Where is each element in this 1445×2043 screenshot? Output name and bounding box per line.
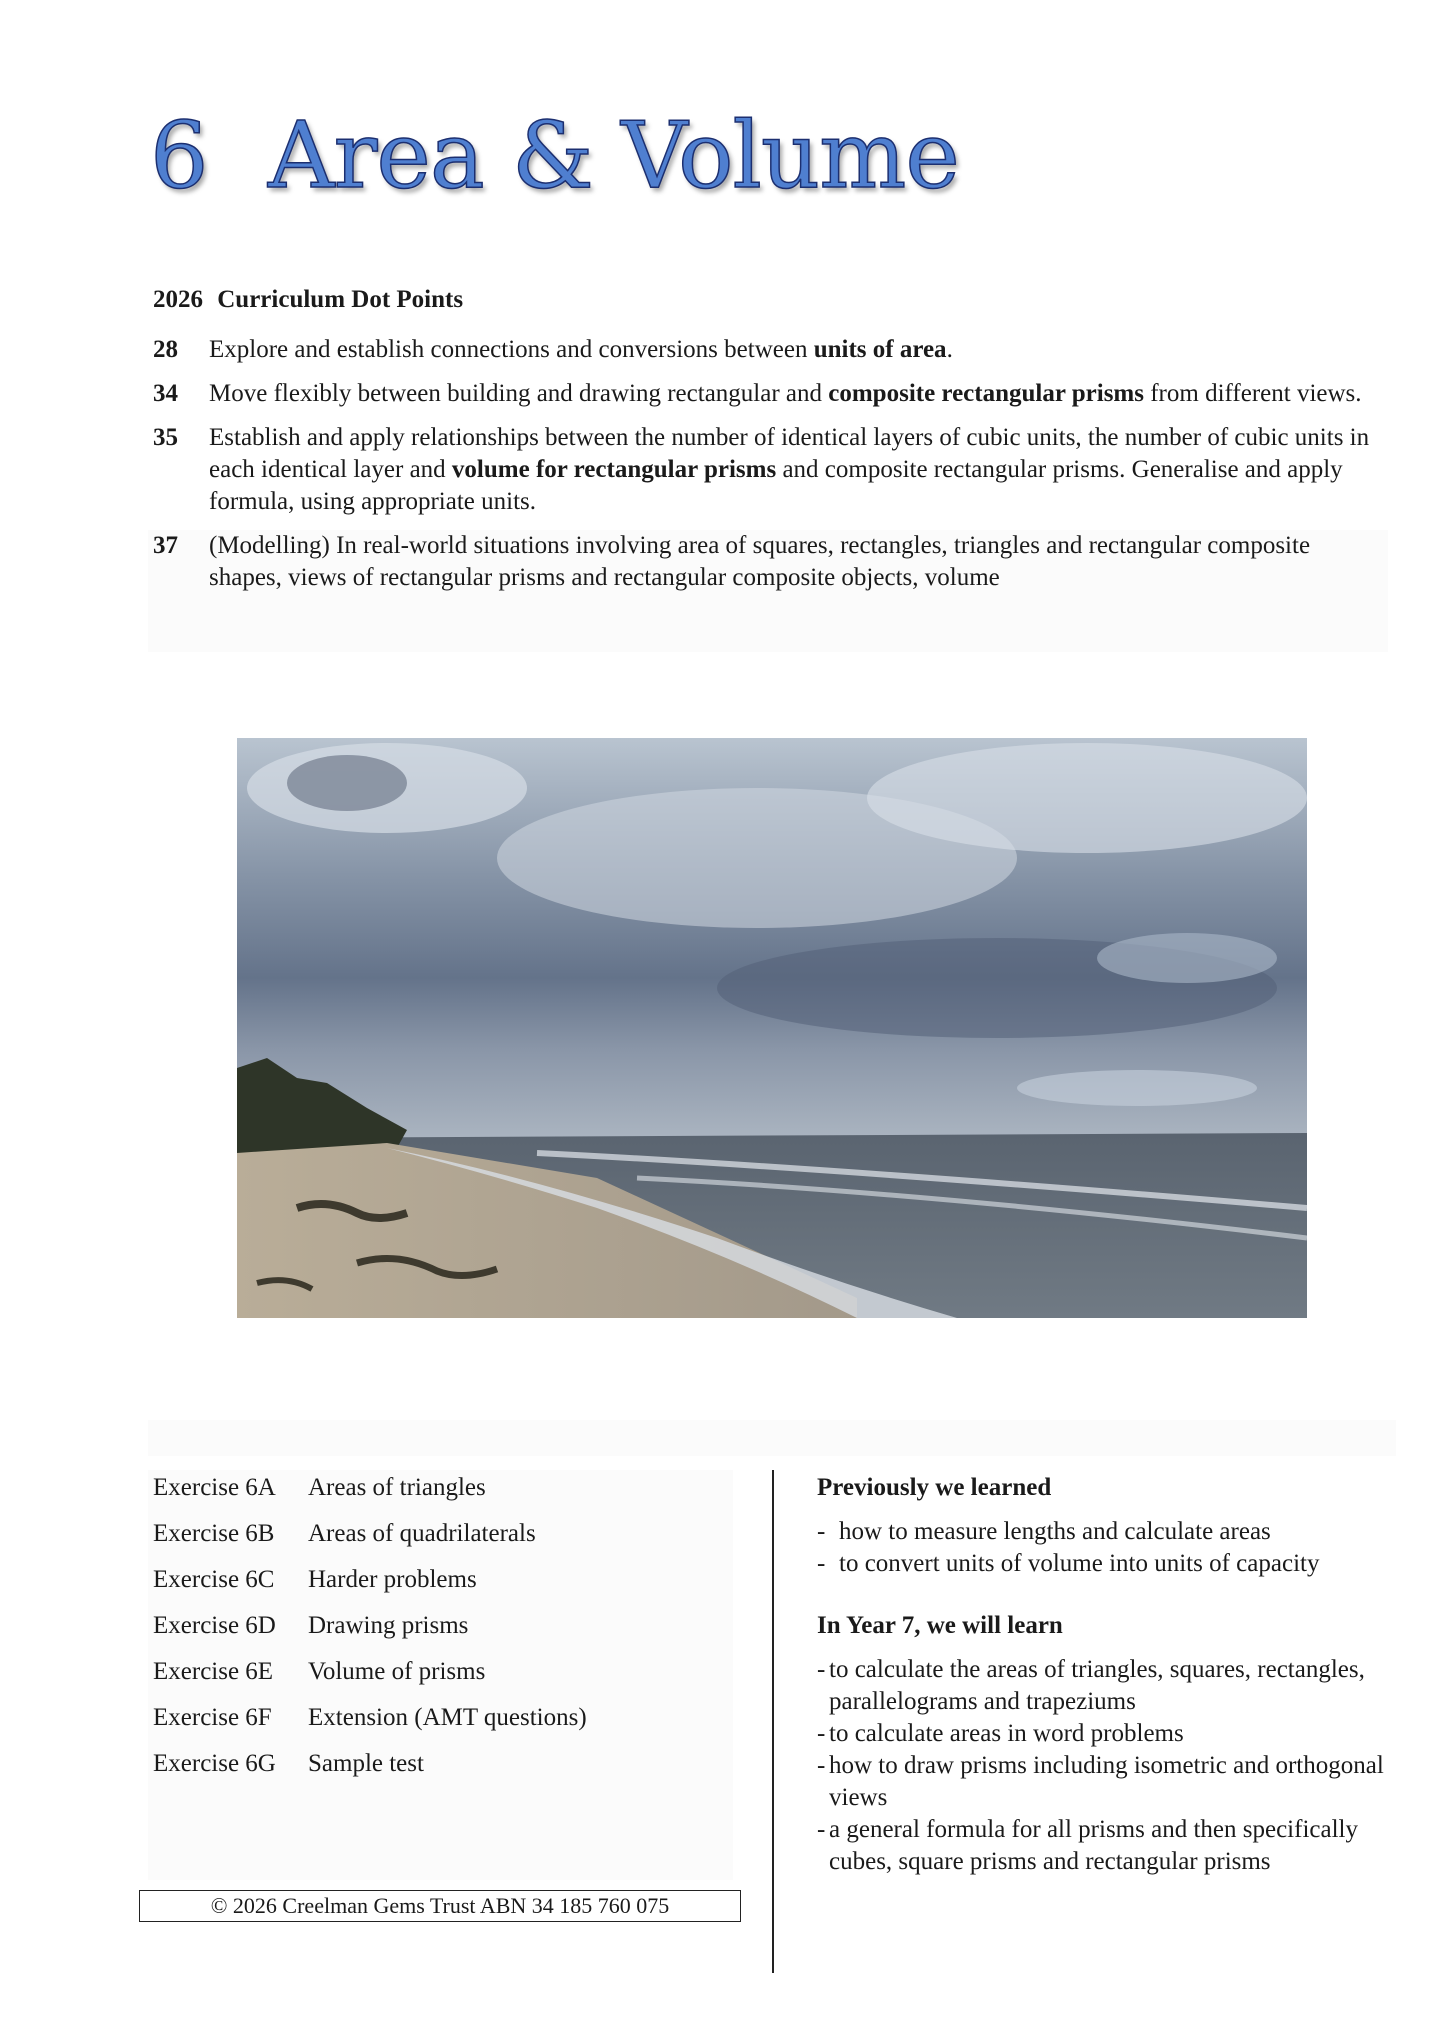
curriculum-heading-text: Curriculum Dot Points bbox=[217, 286, 464, 313]
curriculum-point bbox=[148, 422, 1388, 518]
exercise-code: Exercise 6B bbox=[153, 1520, 275, 1547]
point-number: 35 bbox=[153, 424, 178, 451]
point-number: 34 bbox=[153, 380, 178, 407]
list-item-text: a general formula for all prisms and then specifically cubes, square prisms and rectangular prisms bbox=[829, 1816, 1358, 1875]
point-text bbox=[209, 378, 1388, 410]
copyright-box: © 2026 Creelman Gems Trust ABN 34 185 760 075 bbox=[139, 1890, 741, 1922]
point-text-part: and composite rectangular prisms. Generalise and apply formula, using appropriate units. bbox=[209, 456, 1343, 515]
bullet-dash: - bbox=[817, 1752, 826, 1779]
point-text-bold: composite rectangular prisms bbox=[828, 380, 1144, 407]
point-number: 37 bbox=[153, 532, 178, 559]
bullet-dash: - bbox=[817, 1720, 826, 1747]
exercise-code: Exercise 6G bbox=[153, 1750, 276, 1777]
point-text-part: . bbox=[946, 336, 953, 363]
will-learn-heading: In Year 7, we will learn bbox=[817, 1612, 1063, 1639]
curriculum-point bbox=[148, 334, 1388, 366]
list-item bbox=[153, 1608, 587, 1654]
bullet-dash: - bbox=[817, 1518, 826, 1545]
list-item-text: to calculate the areas of triangles, squares, rectangles, parallelograms and trapeziums bbox=[829, 1656, 1365, 1715]
exercise-title: Areas of quadrilaterals bbox=[308, 1520, 536, 1547]
list-item-text: how to draw prisms including isometric and orthogonal views bbox=[829, 1752, 1384, 1811]
exercise-title: Areas of triangles bbox=[308, 1474, 486, 1501]
point-text-part: Establish and apply relationships between the number of identical layers of cubic units, the number of cubic units in each identical layer and bbox=[209, 424, 1370, 483]
exercise-title: Extension (AMT questions) bbox=[308, 1704, 587, 1731]
point-text-part: from different views. bbox=[1143, 380, 1362, 407]
list-item bbox=[153, 1562, 587, 1608]
exercise-code: Exercise 6F bbox=[153, 1704, 272, 1731]
exercise-title: Volume of prisms bbox=[308, 1658, 486, 1685]
list-item bbox=[153, 1516, 587, 1562]
bullet-dash: - bbox=[817, 1816, 826, 1843]
point-text-part: Move flexibly between building and drawing rectangular and bbox=[209, 380, 829, 407]
list-item-text: to convert units of volume into units of capacity bbox=[839, 1550, 1320, 1577]
list-item-text: to calculate areas in word problems bbox=[829, 1720, 1184, 1747]
beach-photo bbox=[237, 738, 1307, 1318]
curriculum-point bbox=[148, 378, 1388, 410]
list-item bbox=[817, 1516, 1397, 1548]
exercise-code: Exercise 6D bbox=[153, 1612, 276, 1639]
previously-list bbox=[817, 1516, 1397, 1580]
point-text-bold: units of area bbox=[813, 336, 947, 363]
exercise-title: Sample test bbox=[308, 1750, 424, 1777]
point-text bbox=[209, 334, 1388, 366]
list-item-text: how to measure lengths and calculate areas bbox=[839, 1518, 1271, 1545]
list-item bbox=[817, 1548, 1397, 1580]
exercise-list bbox=[153, 1470, 587, 1792]
list-item bbox=[817, 1750, 1397, 1814]
chapter-name: Area & Volume bbox=[268, 102, 959, 209]
list-item bbox=[153, 1700, 587, 1746]
point-number: 28 bbox=[153, 336, 178, 363]
list-item bbox=[817, 1718, 1397, 1750]
exercise-title: Drawing prisms bbox=[308, 1612, 469, 1639]
exercise-title: Harder problems bbox=[308, 1566, 477, 1593]
column-divider bbox=[772, 1470, 774, 1973]
list-item bbox=[153, 1746, 587, 1792]
point-text bbox=[209, 422, 1388, 518]
curriculum-year: 2026 bbox=[153, 286, 203, 313]
list-item bbox=[153, 1654, 587, 1700]
point-text-part: (Modelling) In real-world situations involving area of squares, rectangles, triangles and rectangular composite shapes, views of rectangular prisms and rectangular composite objects, volume bbox=[209, 532, 1311, 591]
learning-summary bbox=[817, 1470, 1397, 1878]
bullet-dash: - bbox=[817, 1656, 826, 1683]
list-item bbox=[817, 1814, 1397, 1878]
previously-heading: Previously we learned bbox=[817, 1474, 1052, 1501]
exercise-code: Exercise 6A bbox=[153, 1474, 276, 1501]
curriculum-points bbox=[148, 334, 1388, 664]
list-item bbox=[153, 1470, 587, 1516]
point-text-bold: volume for rectangular prisms bbox=[451, 456, 777, 483]
will-learn-list bbox=[817, 1654, 1397, 1878]
bullet-dash: - bbox=[817, 1550, 826, 1577]
chapter-number: 6 bbox=[150, 102, 208, 209]
curriculum-point bbox=[148, 530, 1388, 652]
point-text-part: Explore and establish connections and conversions between bbox=[209, 336, 814, 363]
list-item bbox=[817, 1654, 1397, 1718]
shaded-band bbox=[148, 1420, 1396, 1456]
chapter-title bbox=[150, 102, 959, 209]
exercise-code: Exercise 6C bbox=[153, 1566, 275, 1593]
curriculum-heading bbox=[153, 286, 463, 314]
point-text bbox=[209, 530, 1388, 652]
exercise-code: Exercise 6E bbox=[153, 1658, 274, 1685]
